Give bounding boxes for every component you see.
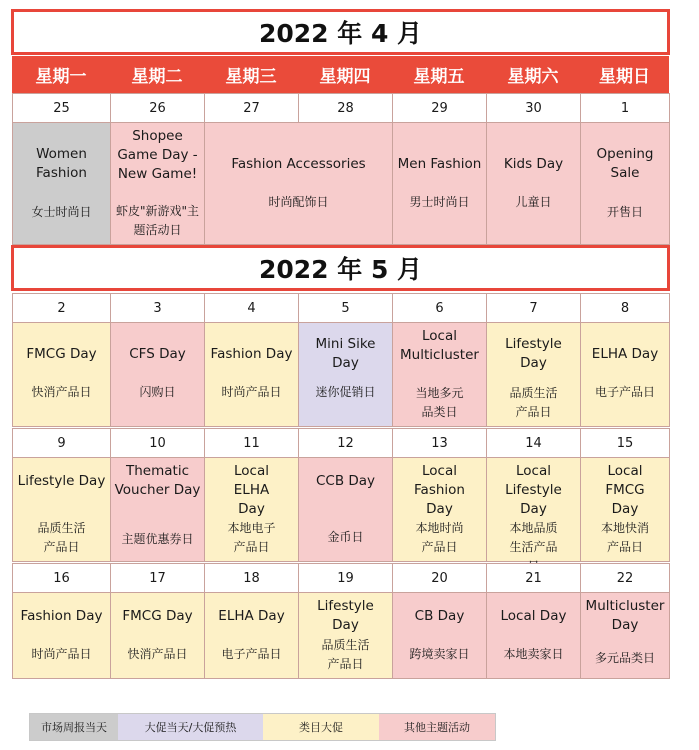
event-subtitle: 多元品类日 [594, 651, 655, 665]
event-subtitle: 时尚产品日 [221, 385, 282, 399]
event-cell [487, 593, 581, 679]
date-cell: 14 [487, 428, 581, 458]
date-cell: 25 [13, 93, 111, 123]
event-title: Fashion Day [20, 608, 103, 624]
event-cell [111, 323, 205, 427]
event-subtitle: 开售日 [606, 205, 643, 219]
event-subtitle: 本地快消产品日 [600, 521, 649, 554]
weekday-sun: 星期日 [599, 67, 650, 87]
event-cell [581, 123, 670, 245]
event-cell [393, 123, 487, 245]
date-cell: 8 [581, 293, 670, 323]
weekday-mon: 星期一 [35, 67, 87, 87]
event-cell [393, 593, 487, 679]
date-cell: 11 [205, 428, 299, 458]
event-title: Local Fashion Day [414, 463, 465, 517]
event-cell [111, 123, 205, 245]
weekday-sat: 星期六 [507, 67, 559, 87]
event-cell [487, 123, 581, 245]
event-subtitle: 时尚配饰日 [268, 195, 329, 209]
event-title: Fashion Accessories [231, 156, 366, 172]
event-title: Women Fashion [36, 146, 87, 181]
legend-item-category-promo: 类目大促 [263, 714, 379, 740]
april-week [12, 93, 670, 245]
event-title: Lifestyle Day [17, 473, 106, 489]
may-title: 2022 年 5 月 [11, 245, 670, 291]
date-cell: 18 [205, 563, 299, 593]
event-title: Fashion Day [210, 346, 293, 362]
event-title: CFS Day [129, 346, 186, 362]
event-subtitle: 快消产品日 [31, 385, 92, 399]
event-cell [581, 593, 670, 679]
weekday-header [12, 56, 669, 93]
event-cell [13, 123, 111, 245]
date-cell: 26 [111, 93, 205, 123]
date-cell: 27 [205, 93, 299, 123]
event-subtitle: 闪购日 [139, 385, 176, 399]
event-cell [111, 458, 205, 562]
event-subtitle: 儿童日 [515, 195, 552, 209]
event-title: Mini Sike Day [315, 336, 376, 371]
event-subtitle: 跨境卖家日 [409, 647, 470, 661]
date-cell: 6 [393, 293, 487, 323]
event-title: Shopee Game Day - New Game! [117, 128, 198, 182]
april-title: 2022 年 4 月 [11, 9, 670, 55]
may-week-2 [12, 428, 670, 562]
event-subtitle: 迷你促销日 [315, 385, 376, 399]
event-title: CB Day [414, 608, 465, 624]
event-subtitle: 虾皮"新游戏"主题活动日 [115, 204, 200, 237]
event-cell [487, 323, 581, 427]
event-subtitle: 主题优惠券日 [121, 532, 194, 546]
event-title: Multicluster Day [585, 598, 665, 633]
event-title: Thematic Voucher Day [114, 463, 201, 498]
event-cell [13, 323, 111, 427]
color-legend [29, 713, 496, 741]
event-cell [487, 458, 581, 562]
event-title: Local Day [500, 608, 567, 624]
date-cell: 20 [393, 563, 487, 593]
event-title: Local Multicluster [400, 328, 479, 363]
event-title: Kids Day [503, 156, 564, 172]
event-cell [393, 458, 487, 562]
weekday-fri: 星期五 [413, 67, 465, 87]
date-cell: 5 [299, 293, 393, 323]
event-title: Lifestyle Day [317, 598, 374, 633]
event-title: FMCG Day [26, 346, 97, 362]
date-cell: 28 [299, 93, 393, 123]
date-cell: 1 [581, 93, 670, 123]
event-title: Opening Sale [596, 146, 654, 181]
date-cell: 29 [393, 93, 487, 123]
event-cell [13, 458, 111, 562]
event-subtitle: 品质生活产品日 [509, 386, 558, 419]
date-cell: 12 [299, 428, 393, 458]
event-cell [13, 593, 111, 679]
date-cell: 3 [111, 293, 205, 323]
date-cell: 16 [13, 563, 111, 593]
date-cell: 17 [111, 563, 205, 593]
event-subtitle: 男士时尚日 [409, 195, 470, 209]
event-title: Local ELHA Day [233, 463, 270, 517]
event-subtitle: 品质生活产品日 [37, 521, 86, 554]
date-cell: 19 [299, 563, 393, 593]
legend-item-market-report: 市场周报当天 [30, 714, 118, 740]
event-title: Men Fashion [397, 156, 482, 172]
event-title: Lifestyle Day [505, 336, 562, 371]
date-cell: 21 [487, 563, 581, 593]
date-cell: 30 [487, 93, 581, 123]
weekday-tue: 星期二 [131, 67, 183, 87]
event-title: Local FMCG Day [605, 463, 645, 517]
date-cell: 10 [111, 428, 205, 458]
event-cell [111, 593, 205, 679]
weekday-wed: 星期三 [225, 67, 277, 87]
event-subtitle: 时尚产品日 [31, 647, 92, 661]
event-title: ELHA Day [591, 346, 659, 362]
event-title: FMCG Day [122, 608, 193, 624]
event-cell [205, 593, 299, 679]
event-cell [299, 323, 393, 427]
event-subtitle: 本地卖家日 [503, 647, 564, 661]
event-cell [205, 123, 393, 245]
event-subtitle: 金币日 [327, 530, 364, 544]
event-subtitle: 本地时尚产品日 [415, 521, 464, 554]
event-subtitle: 快消产品日 [127, 647, 188, 661]
date-cell: 13 [393, 428, 487, 458]
date-cell: 15 [581, 428, 670, 458]
event-cell [299, 458, 393, 562]
may-week-3 [12, 563, 670, 679]
legend-item-other-theme: 其他主题活动 [379, 714, 495, 740]
event-cell [299, 593, 393, 679]
event-subtitle: 电子产品日 [221, 647, 282, 661]
date-cell: 4 [205, 293, 299, 323]
event-title: Local Lifestyle Day [505, 463, 562, 517]
date-cell: 2 [13, 293, 111, 323]
event-cell [581, 458, 670, 562]
event-cell [205, 458, 299, 562]
date-cell: 7 [487, 293, 581, 323]
event-cell [393, 323, 487, 427]
date-cell: 9 [13, 428, 111, 458]
may-week-1 [12, 293, 670, 427]
event-cell [581, 323, 670, 427]
event-subtitle: 本地电子产品日 [227, 521, 276, 554]
event-subtitle: 当地多元品类日 [415, 386, 464, 419]
legend-item-big-promo: 大促当天/大促预热 [118, 714, 263, 740]
event-subtitle: 电子产品日 [594, 385, 655, 399]
weekday-thu: 星期四 [319, 67, 371, 87]
event-subtitle: 本地品质生活产品 [509, 521, 558, 554]
event-cell [205, 323, 299, 427]
date-cell: 22 [581, 563, 670, 593]
event-title: CCB Day [315, 473, 376, 489]
event-title: ELHA Day [218, 608, 285, 624]
event-subtitle: 女士时尚日 [31, 205, 92, 219]
event-subtitle: 品质生活产品日 [321, 638, 370, 671]
